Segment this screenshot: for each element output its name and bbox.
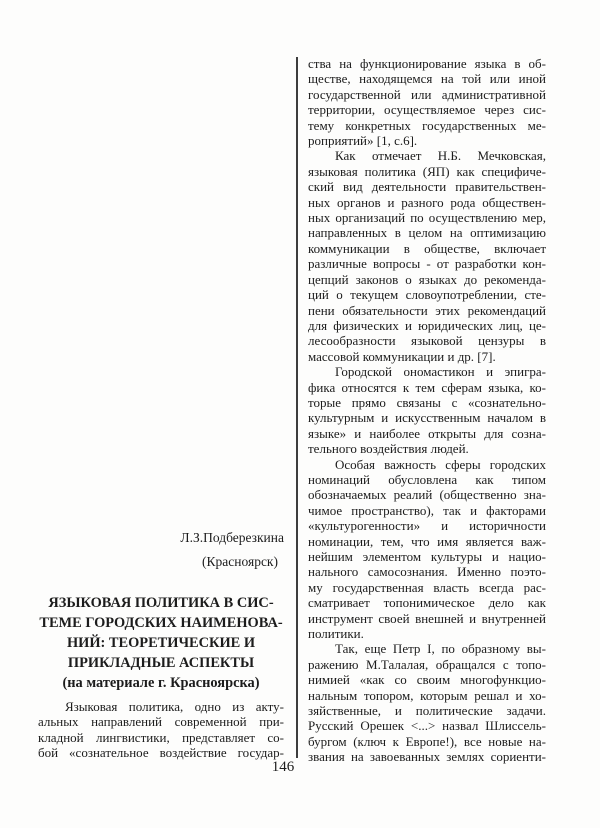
text-line: тельного воздействия людей. — [308, 441, 469, 457]
text-line: «культурогенности» и историчности — [308, 518, 546, 534]
paragraph — [308, 364, 546, 456]
text-line: направленных в целом на оптимизацию — [308, 225, 546, 241]
text-line: фика относятся к тем сферам языка, ко- — [308, 379, 546, 395]
author-name: Л.З.Подберезкина — [180, 530, 284, 545]
text-line: языковая политика (ЯП) как специфиче- — [308, 163, 546, 179]
text-line: лесообразности языковой цензуры в — [308, 333, 546, 349]
text-line: ский вид деятельности правительствен- — [308, 179, 546, 195]
text-line: нейшим элементом культуры и нацио- — [308, 549, 546, 564]
text-line: номинаций обусловлена как типом — [308, 471, 546, 487]
title-line: ЯЗЫКОВАЯ ПОЛИТИКА В СИС- — [48, 595, 274, 611]
text-line: Как отмечает Н.Б. Мечковская, — [335, 148, 546, 164]
text-line: коммуникации в обществе, включает — [308, 240, 546, 256]
text-line: ных организаций по осуществлению мер, — [308, 210, 546, 226]
text-line: Городской ономастикон и эпигра- — [335, 364, 546, 380]
title-line: ПРИКЛАДНЫЕ АСПЕКТЫ — [67, 655, 255, 671]
text-line: инструмент своей внешней и внутренней — [308, 610, 546, 626]
paragraph — [308, 641, 546, 764]
text-line: нального самосознания. Именно поэто- — [308, 564, 546, 580]
text-line: ства на функционирование языка в об- — [308, 56, 546, 71]
column-divider-rule — [296, 57, 298, 758]
text-line: культурным и искусственным началом в — [308, 410, 546, 426]
title-line: (на материале г. Красноярска) — [62, 675, 260, 691]
left-column-text — [38, 699, 284, 761]
article-title — [38, 593, 284, 693]
author-city: (Красноярск) — [202, 554, 278, 569]
text-line: ществе, находящемся на той или иной — [308, 71, 546, 87]
right-column-text — [308, 56, 546, 765]
text-line: государственной или административной — [308, 86, 546, 102]
paragraph — [308, 56, 546, 148]
text-line: роприятий» [1, с.6]. — [308, 133, 418, 149]
text-line: для физических и юридических лиц, це- — [308, 317, 546, 333]
text-line: Так, еще Петр I, по образному вы- — [335, 641, 546, 657]
author-block — [38, 526, 284, 574]
text-line: пени обязательности этих рекомендаций — [308, 302, 546, 318]
title-line: НИЙ: ТЕОРЕТИЧЕСКИЕ И — [66, 635, 256, 651]
text-line: бургом (ключ к Европе!), все новые на- — [308, 733, 546, 749]
text-line: звания на завоеванных землях сориенти- — [308, 749, 546, 765]
text-line: кладной лингвистики, представляет со- — [38, 729, 284, 745]
text-line: ных органов и разного рода обществен- — [308, 194, 546, 210]
text-line: ций о текущем словоупотреблении, сте- — [308, 287, 546, 303]
page-number: 146 — [271, 759, 295, 775]
text-line: тему конкретных государственных ме- — [308, 117, 546, 133]
paragraph — [308, 148, 546, 364]
text-line: зяйственные, и политические задачи. — [308, 703, 546, 719]
text-line: обозначаемых реалий (общественно зна- — [308, 487, 546, 503]
text-line: номинации, тем, что имя является важ- — [308, 533, 546, 549]
text-line: бой «сознательное воздействие государ- — [38, 745, 284, 761]
text-line: различные вопросы - от разработки кон- — [308, 256, 546, 272]
text-line: цепций законов о языках до рекоменда- — [308, 271, 546, 287]
text-line: нальным топором, которым решал и хо- — [308, 687, 546, 703]
text-line: чимое пространство), так и факторами — [308, 502, 546, 518]
text-line: торые прямо связаны с «сознательно- — [308, 394, 546, 410]
paragraph — [38, 699, 284, 761]
text-line: му государственная власть всегда рас- — [308, 579, 546, 595]
title-line: ТЕМЕ ГОРОДСКИХ НАИМЕНОВА- — [39, 615, 283, 631]
text-line: сматривает топонимическое дело как — [308, 595, 546, 611]
text-line: политики. — [308, 626, 364, 642]
text-line: массовой коммуникации и др. [7]. — [308, 348, 496, 364]
paragraph — [308, 457, 546, 642]
text-line: ражению М.Талалая, обращался с топо- — [308, 656, 546, 672]
text-line: территории, осуществляемое через сис- — [308, 102, 546, 118]
text-line: нимией «как со своим многофункцио- — [308, 672, 546, 688]
text-line: Особая важность сферы городских — [335, 456, 546, 472]
text-line: Языковая политика, одно из акту- — [65, 699, 284, 714]
text-line: Русский Орешек <...> назвал Шлиссель- — [308, 718, 546, 734]
text-line: альных направлений современной при- — [38, 714, 284, 730]
text-line: языке» и наиболее открыты для созна- — [308, 425, 546, 441]
